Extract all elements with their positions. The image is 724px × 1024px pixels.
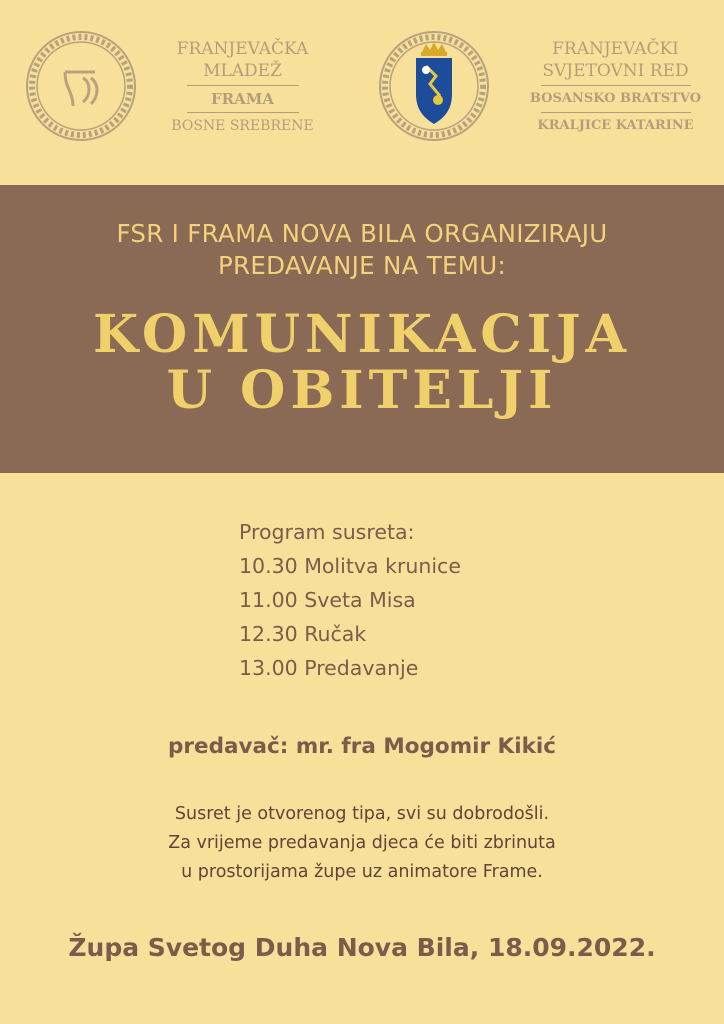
program-schedule: [239, 515, 461, 685]
program-item: 12.30 Ručak: [239, 622, 367, 646]
left-org-name: [165, 38, 320, 136]
right-org-line-4: KRALJICE KATARINE: [537, 118, 694, 133]
right-org-line-2: SVJETOVNI RED: [542, 61, 689, 81]
right-org-line-3: BOSANSKO BRATSTVO: [529, 91, 702, 106]
right-org-divider-2: [541, 112, 691, 113]
program-item: 11.00 Sveta Misa: [239, 588, 416, 612]
left-org-divider: [187, 85, 299, 86]
lecture-title-line-2: U OBITELJI: [166, 360, 558, 421]
program-item: 10.30 Molitva krunice: [239, 554, 461, 578]
notes-paragraph: [0, 800, 724, 887]
right-org-divider: [541, 85, 691, 86]
left-org-line-2: MLADEŽ: [203, 61, 282, 81]
speaker-line: predavač: mr. fra Mogomir Kikić: [168, 734, 556, 759]
program-item: 13.00 Predavanje: [239, 656, 419, 680]
left-org-line-1: FRANJEVAČKA: [176, 39, 309, 59]
right-org-line-1: FRANJEVAČKI: [552, 39, 679, 59]
left-org-divider-2: [187, 112, 299, 113]
intro-line-2: PREDAVANJE NA TEMU:: [217, 251, 507, 280]
intro-line-1: FSR I FRAMA NOVA BILA ORGANIZIRAJU: [116, 219, 608, 248]
left-org-line-4: BOSNE SREBRENE: [171, 118, 314, 134]
notes-line-2: Za vrijeme predavanja djeca će biti zbrinuta: [168, 833, 556, 853]
notes-line-1: Susret je otvorenog tipa, svi su dobrodošli.: [174, 804, 550, 824]
lecture-title: [0, 304, 724, 421]
header: [0, 0, 724, 185]
coat-of-arms-shield-icon: [378, 30, 490, 142]
lecture-title-line-1: KOMUNIKACIJA: [93, 304, 631, 365]
right-org-name: [528, 38, 703, 136]
program-heading: Program susreta:: [239, 520, 415, 544]
footer-location-date: Župa Svetog Duha Nova Bila, 18.09.2022.: [68, 933, 656, 962]
notes-line-3: u prostorijama župe uz animatore Frame.: [181, 862, 543, 882]
frama-tau-logo-icon: [25, 30, 137, 142]
left-org-line-3: FRAMA: [211, 90, 274, 108]
intro-text: [0, 218, 724, 282]
